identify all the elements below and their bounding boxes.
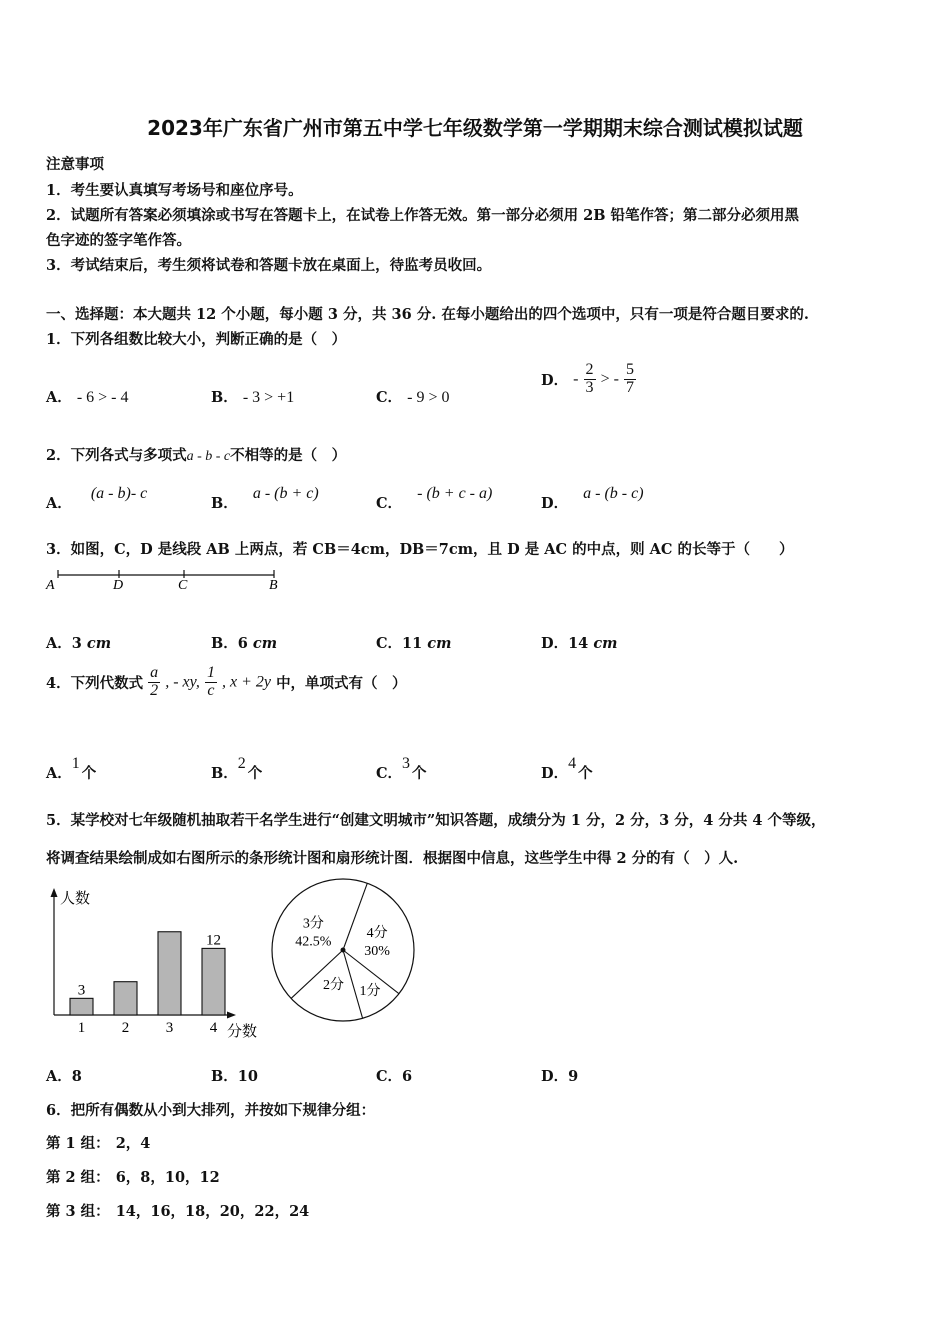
q5-option-c: C．6 xyxy=(376,1068,413,1085)
pie-slice-percent: 42.5% xyxy=(295,934,332,950)
q1-d-fraction-1: $\frac{2}{3}$ xyxy=(585,361,594,396)
q2-stem: 2．下列各式与多项式a - b - c不相等的是（ ） xyxy=(46,447,347,464)
point-label-c: C xyxy=(178,578,188,593)
bar-chart xyxy=(40,882,270,1042)
q3-segment-figure xyxy=(44,566,294,596)
option-label: A． xyxy=(46,389,72,406)
q6-group-2: 第 2 组： 6，8，10，12 xyxy=(46,1169,220,1186)
option-label: C． xyxy=(376,389,403,406)
option-label: B． xyxy=(211,495,238,512)
q1-option-d xyxy=(541,362,636,397)
q4-stem: 4．下列代数式 $\frac{a}{2}$ , - xy, $\frac{1}{c}$ , x + 2y 中，单项式有（ ） xyxy=(46,664,407,699)
notice-item-3: 3．考试结束后，考生须将试卷和答题卡放在桌面上，待监考员收回。 xyxy=(46,257,492,274)
q3-option-d: D．14 cm xyxy=(541,635,618,652)
bar-data-label: 3 xyxy=(77,982,86,999)
point-label-d: D xyxy=(113,578,124,593)
q2-option-d xyxy=(541,482,644,512)
bar-4 xyxy=(202,948,225,1015)
q6-stem: 6．把所有偶数从小到大排列，并按如下规律分组： xyxy=(46,1102,376,1119)
q1-a-expr: - 6 > - 4 xyxy=(76,389,129,406)
notice-item-2-cont: 色字迹的签字笔作答。 xyxy=(46,232,191,249)
notice-heading: 注意事项 xyxy=(46,156,104,173)
q2-d-expr: a - (b - c) xyxy=(583,485,644,502)
q6-group-1: 第 1 组： 2，4 xyxy=(46,1135,151,1152)
option-label: B． xyxy=(211,389,238,406)
q4-fraction-2: $\frac{1}{c}$ xyxy=(206,664,215,699)
x-tick-label: 1 xyxy=(77,1020,86,1036)
q3-option-b: B．6 cm xyxy=(211,635,278,652)
q5-stem-line-2: 将调查结果绘制成如右图所示的条形统计图和扇形统计图．根据图中信息，这些学生中得 2 分的有（ ）人. xyxy=(46,850,739,867)
option-label: A． xyxy=(46,495,72,512)
q5-option-d: D．9 xyxy=(541,1068,579,1085)
q4-option-d: D．4个 xyxy=(541,755,593,782)
bar-2 xyxy=(114,982,137,1015)
q1-option-c xyxy=(376,386,449,407)
bar-data-label: 12 xyxy=(206,932,221,949)
y-axis-arrow xyxy=(51,888,58,897)
q1-option-b xyxy=(211,386,294,407)
q3-option-c: C．11 cm xyxy=(376,635,452,652)
x-axis-arrow xyxy=(227,1012,236,1019)
q2-stem-expr: a - b - c xyxy=(186,449,231,464)
q5-stem-line-1: 5．某学校对七年级随机抽取若干名学生进行“创建文明城市”知识答题，成绩分为 1 分，2 分，3 分，4 分共 4 个等级， xyxy=(46,812,826,829)
q3-stem: 3．如图，C，D 是线段 AB 上两点，若 CB＝4cm，DB＝7cm，且 D 是 AC 的中点，则 AC 的长等于（ ） xyxy=(46,541,794,558)
notice-item-2: 2．试题所有答案必须填涂或书写在答题卡上，在试卷上作答无效。第一部分必须用 2B 铅笔作答；第二部分必须用黑 xyxy=(46,207,800,224)
q6-group-3: 第 3 组： 14，16，18，20，22，24 xyxy=(46,1203,310,1220)
q5-option-a: A．8 xyxy=(46,1068,82,1085)
notice-item-1: 1．考生要认真填写考场号和座位序号。 xyxy=(46,182,303,199)
option-label: C． xyxy=(376,495,403,512)
pie-slice-label: 4分 xyxy=(366,926,388,942)
point-label-a: A xyxy=(46,578,55,593)
answer: 8 xyxy=(71,1068,82,1085)
x-tick-label: 3 xyxy=(165,1020,174,1036)
y-axis-label: 人数 xyxy=(60,891,91,907)
pie-slice-label: 2分 xyxy=(323,978,345,994)
q2-option-a xyxy=(46,482,148,512)
x-tick-label: 4 xyxy=(209,1020,218,1036)
option-label: D． xyxy=(541,495,569,512)
q1-d-mid: > - xyxy=(600,370,619,388)
q5-option-b: B．10 xyxy=(211,1068,258,1085)
bar-3 xyxy=(158,932,181,1015)
x-tick-label: 2 xyxy=(121,1020,130,1036)
q1-b-expr: - 3 > +1 xyxy=(242,389,295,406)
q4-fraction-1: $\frac{a}{2}$ xyxy=(150,664,159,699)
q1-stem: 1．下列各组数比较大小，判断正确的是（ ） xyxy=(46,331,347,348)
q2-option-c xyxy=(376,482,493,512)
bar-1 xyxy=(70,998,93,1015)
q3-option-a: A．3 cm xyxy=(46,635,112,652)
q2-b-expr: a - (b + c) xyxy=(252,485,319,502)
q2-a-expr: (a - b)- c xyxy=(90,485,148,502)
pie-chart xyxy=(270,878,420,1028)
page-title: 2023年广东省广州市第五中学七年级数学第一学期期末综合测试模拟试题 xyxy=(147,116,803,140)
q4-option-c: C．3个 xyxy=(376,755,427,782)
q1-c-expr: - 9 > 0 xyxy=(407,389,450,406)
option-label: D． xyxy=(541,371,569,389)
pie-slice-label: 3分 xyxy=(302,916,324,932)
q1-d-minus: - xyxy=(573,370,579,388)
pie-slice-label: 1分 xyxy=(359,984,381,1000)
answer: 9 xyxy=(568,1068,579,1085)
answer: 10 xyxy=(237,1068,258,1085)
pie-slice-percent: 30% xyxy=(364,944,390,960)
pie-center-dot xyxy=(341,948,346,953)
section-heading: 一、选择题：本大题共 12 个小题，每小题 3 分，共 36 分. 在每小题给出的四个选项中，只有一项是符合题目要求的. xyxy=(46,306,809,323)
x-axis-label: 分数 xyxy=(227,1024,258,1040)
point-label-b: B xyxy=(269,578,278,593)
q1-option-a xyxy=(46,386,129,407)
q4-option-a: A．1个 xyxy=(46,755,97,782)
q1-d-fraction-2: $\frac{5}{7}$ xyxy=(626,361,635,396)
q2-c-expr: - (b + c - a) xyxy=(417,485,493,502)
q4-option-b: B．2个 xyxy=(211,755,263,782)
answer: 6 xyxy=(402,1068,413,1085)
q2-option-b xyxy=(211,482,319,512)
